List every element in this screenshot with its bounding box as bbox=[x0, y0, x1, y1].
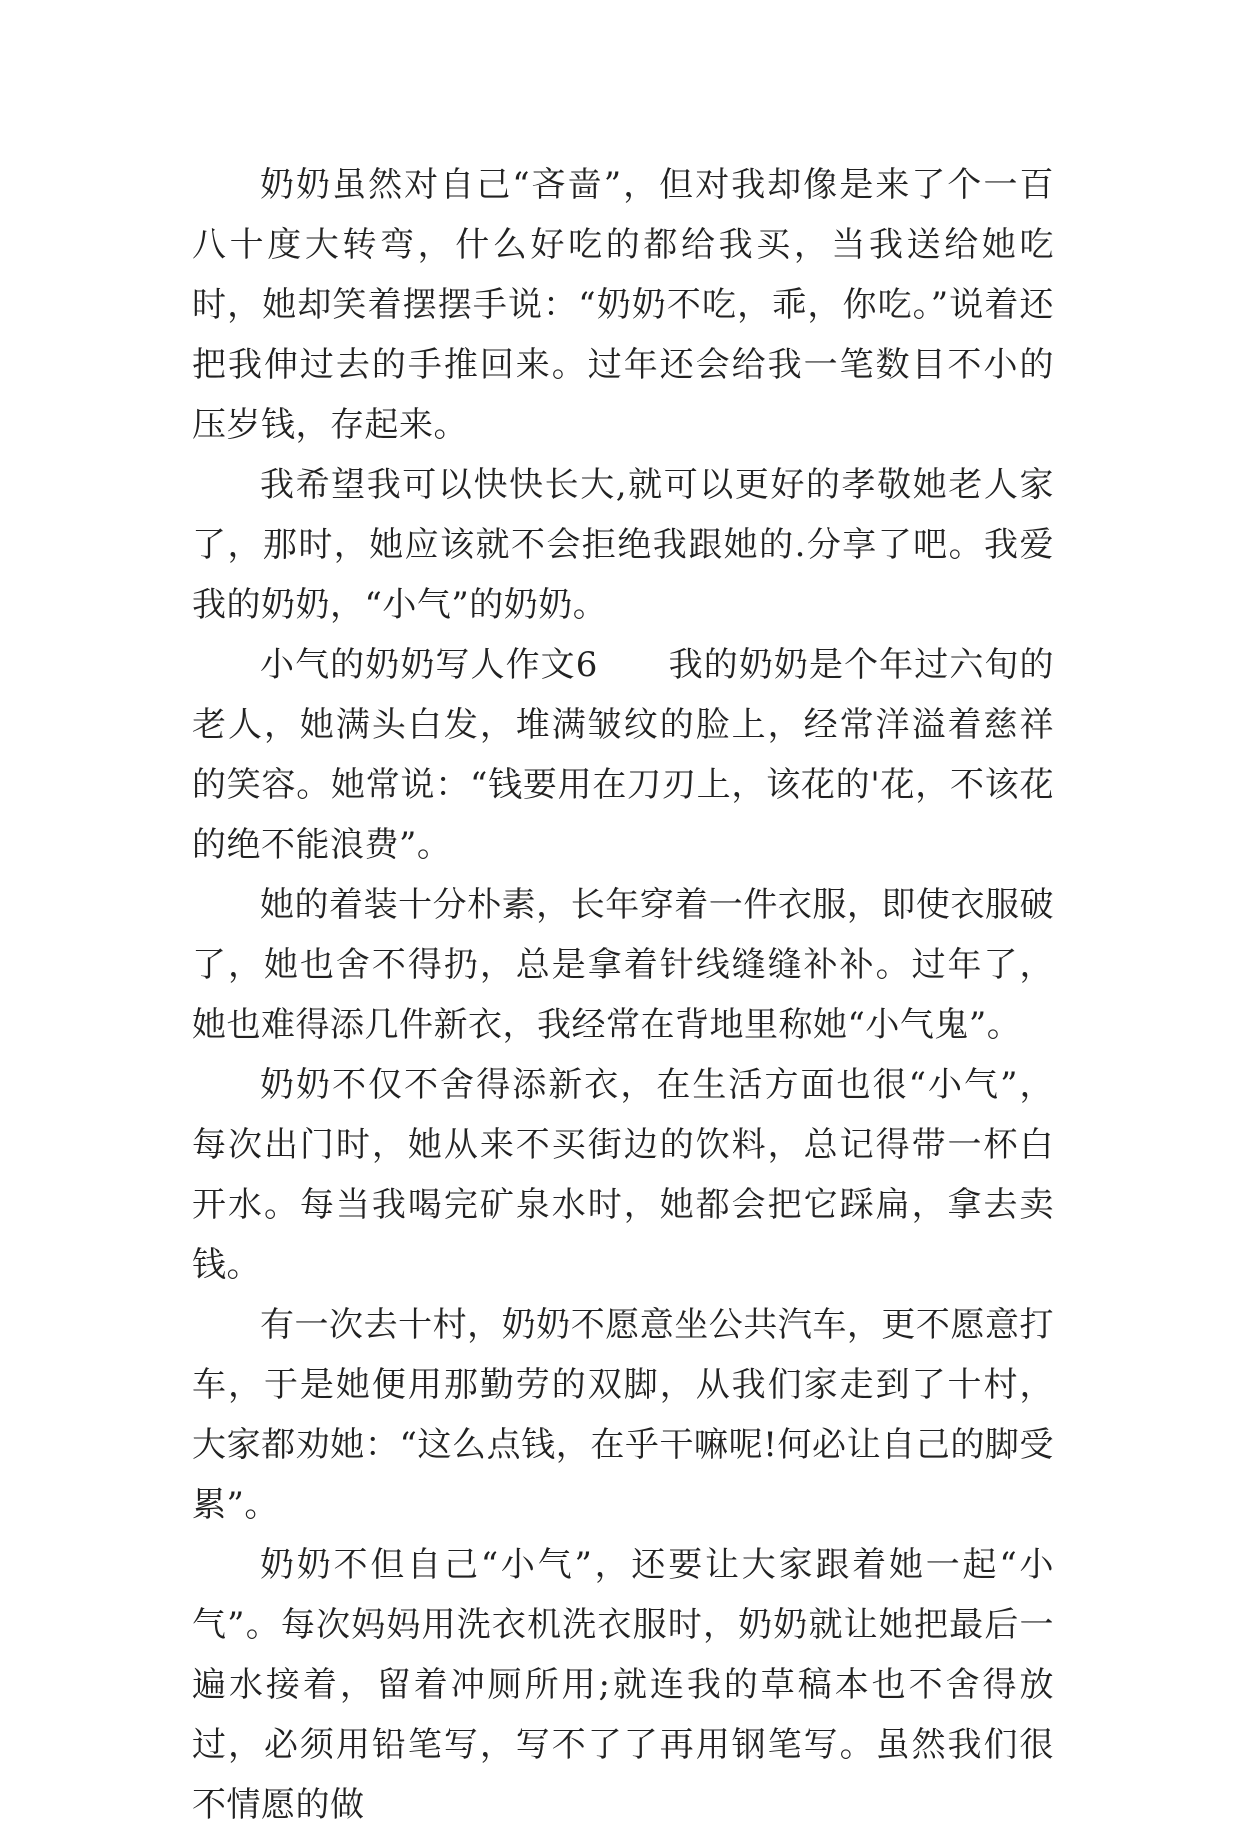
paragraph-5: 奶奶不仅不舍得添新衣，在生活方面也很“小气”，每次出门时，她从来不买街边的饮料，总记得带一杯白开水。每当我喝完矿泉水时，她都会把它踩扁，拿去卖钱。 bbox=[192, 1065, 1054, 1285]
document-body bbox=[192, 155, 1054, 1835]
paragraph-4: 她的着装十分朴素，长年穿着一件衣服，即使衣服破了，她也舍不得扔，总是拿着针线缝缝补补。过年了，她也难得添几件新衣，我经常在背地里称她“小气鬼”。 bbox=[192, 885, 1054, 1045]
paragraph-1: 奶奶虽然对自己“吝啬”，但对我却像是来了个一百八十度大转弯，什么好吃的都给我买，当我送给她吃时，她却笑着摆摆手说：“奶奶不吃，乖，你吃。”说着还把我伸过去的手推回来。过年还会给我一笔数目不小的压岁钱，存起来。 bbox=[192, 165, 1054, 445]
paragraph-6: 有一次去十村，奶奶不愿意坐公共汽车，更不愿意打车，于是她便用那勤劳的双脚，从我们家走到了十村，大家都劝她：“这么点钱，在乎干嘛呢!何必让自己的脚受累”。 bbox=[192, 1305, 1054, 1525]
paragraph-2: 我希望我可以快快长大,就可以更好的孝敬她老人家了，那时，她应该就不会拒绝我跟她的.分享了吧。我爱我的奶奶，“小气”的奶奶。 bbox=[192, 465, 1054, 625]
paragraph-7: 奶奶不但自己“小气”，还要让大家跟着她一起“小气”。每次妈妈用洗衣机洗衣服时，奶奶就让她把最后一遍水接着，留着冲厕所用;就连我的草稿本也不舍得放过，必须用铅笔写，写不了了再用钢笔写。虽然我们很不情愿的做 bbox=[192, 1545, 1054, 1825]
paragraph-3: 小气的奶奶写人作文6 我的奶奶是个年过六旬的老人，她满头白发，堆满皱纹的脸上，经常洋溢着慈祥的笑容。她常说：“钱要用在刀刃上，该花的'花，不该花的绝不能浪费”。 bbox=[192, 645, 1054, 865]
